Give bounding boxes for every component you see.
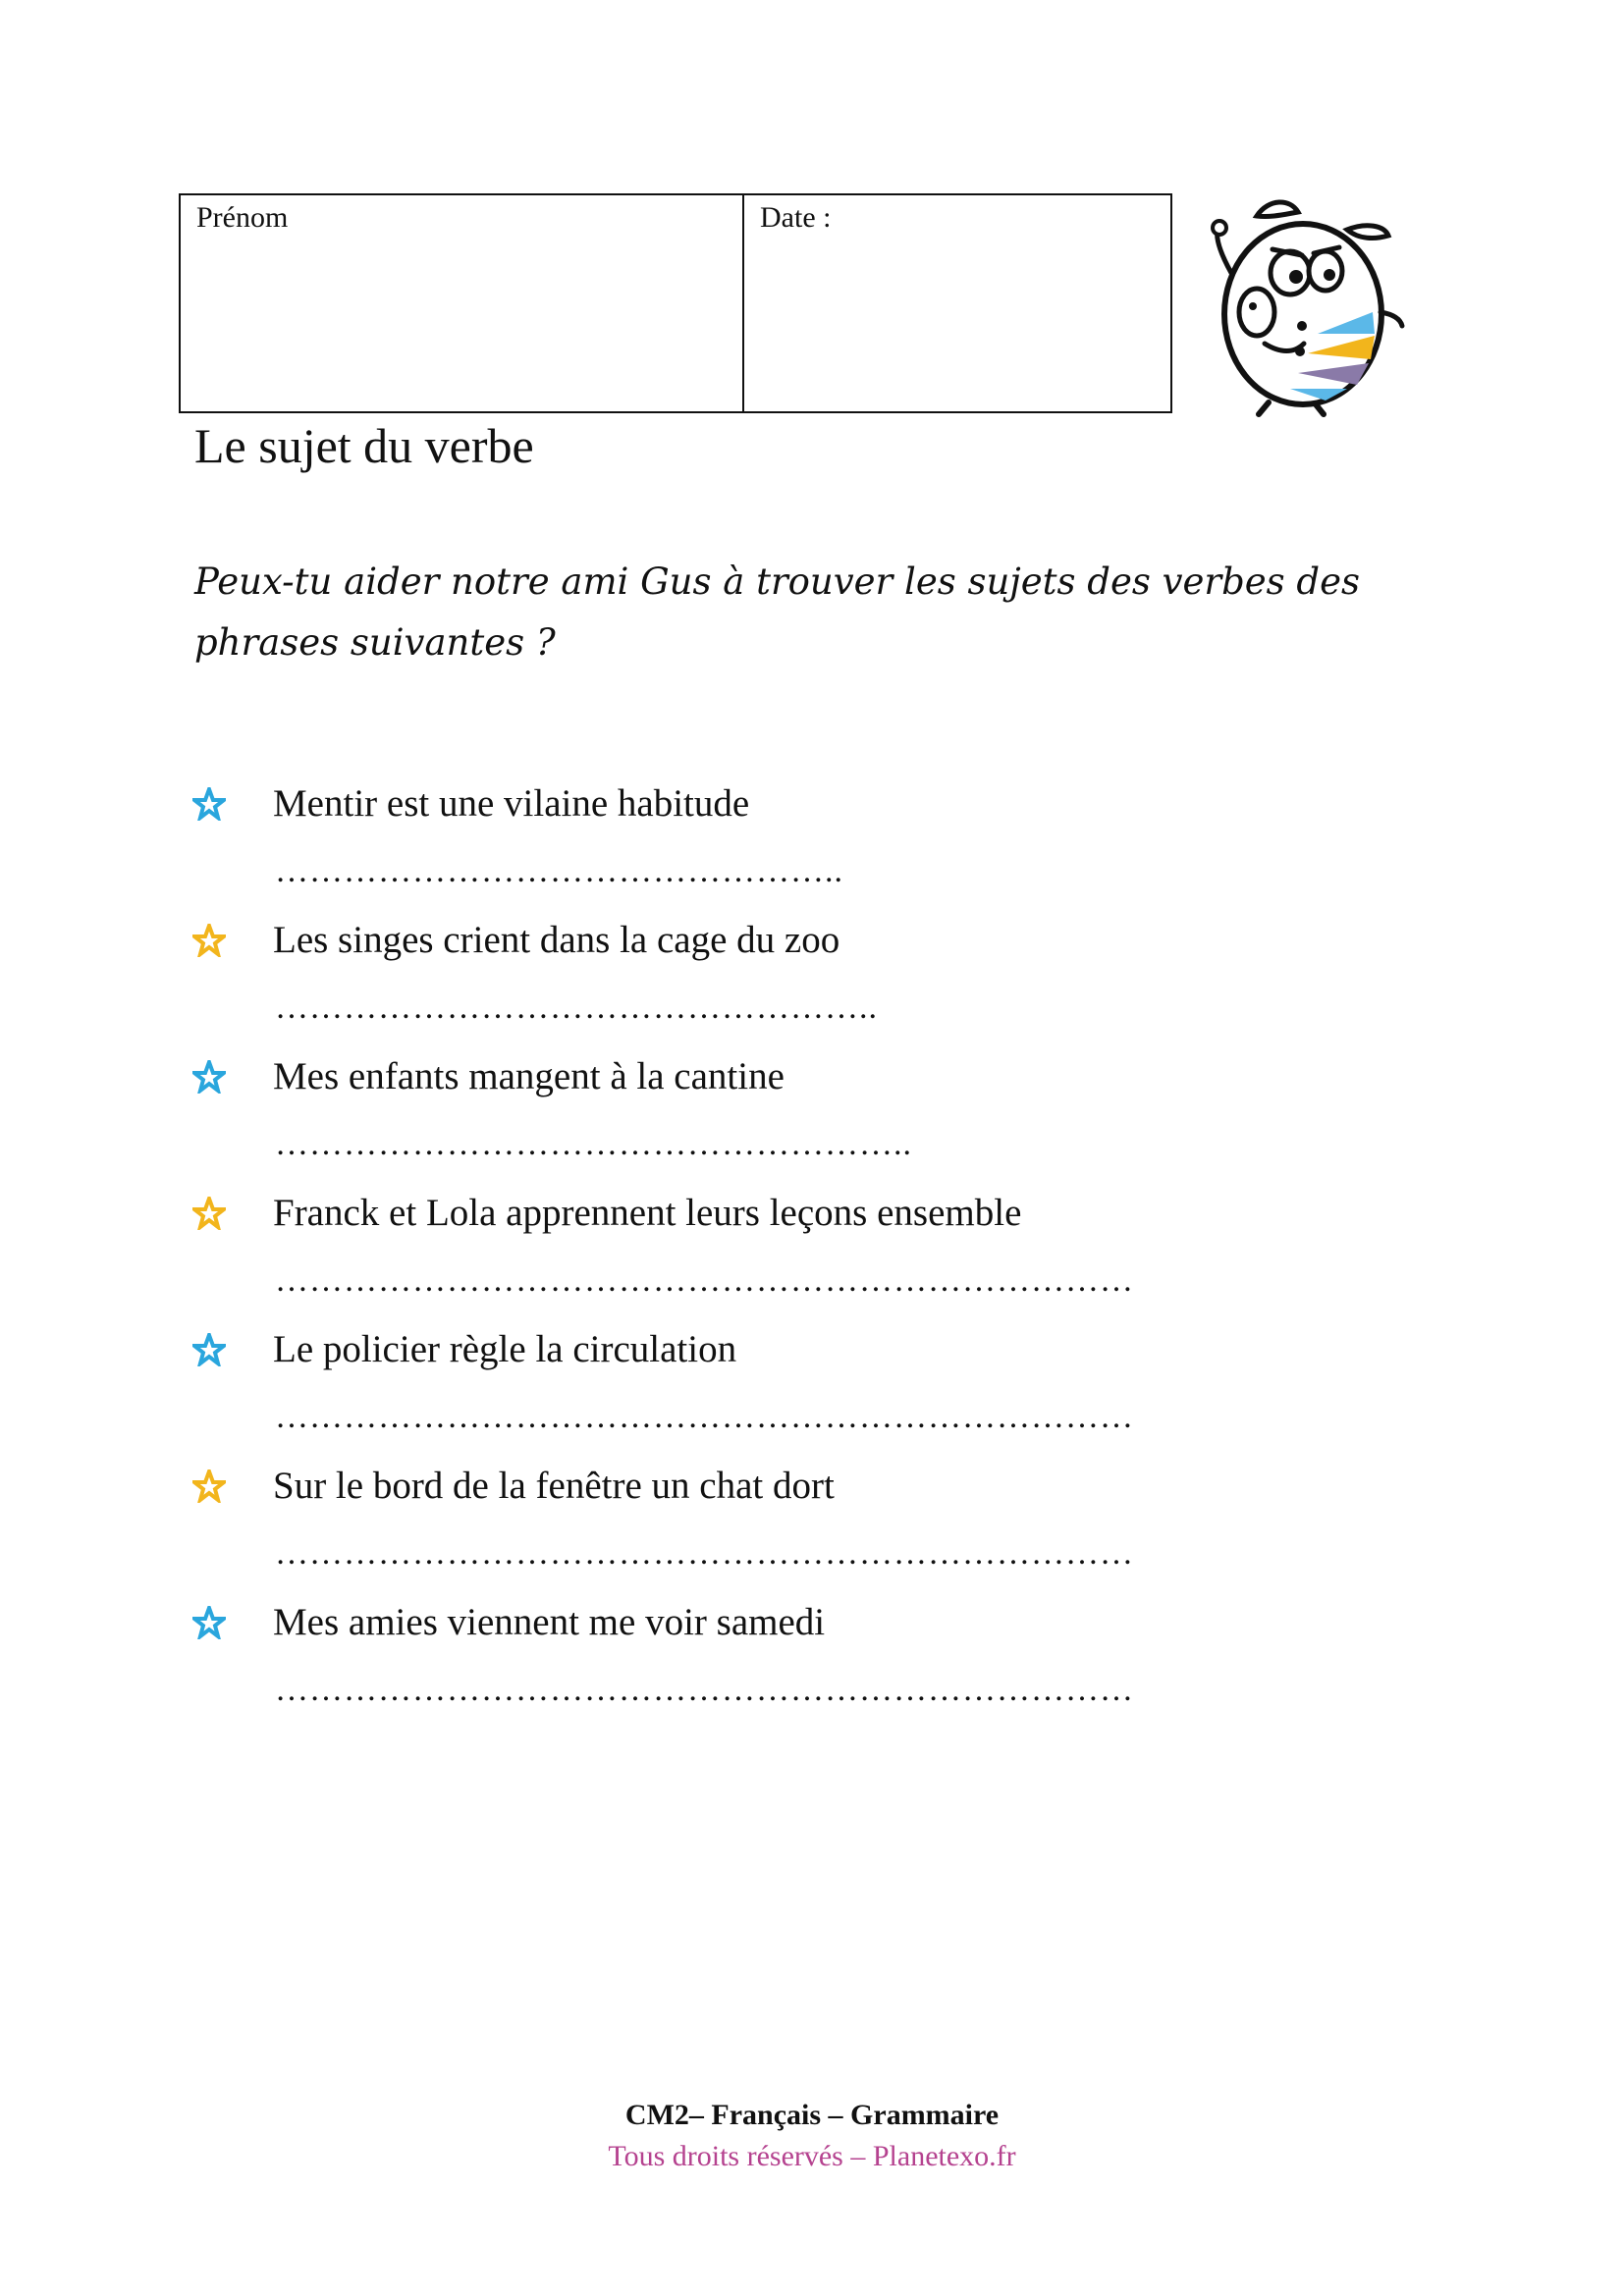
sentence-text: Mes amies viennent me voir samedi bbox=[273, 1601, 826, 1643]
date-field[interactable] bbox=[744, 195, 1170, 411]
sentence-text: Mes enfants mangent à la cantine bbox=[273, 1055, 785, 1097]
prenom-label: Prénom bbox=[196, 201, 289, 234]
list-item bbox=[192, 1464, 1469, 1600]
prenom-field[interactable] bbox=[181, 195, 744, 411]
answer-line[interactable]: ………………………………………………………………… bbox=[275, 1399, 1134, 1435]
date-label: Date : bbox=[760, 201, 832, 234]
sentence-text: Le policier règle la circulation bbox=[273, 1328, 737, 1370]
sentence-text: Sur le bord de la fenêtre un chat dort bbox=[273, 1465, 835, 1507]
page-title: Le sujet du verbe bbox=[194, 418, 534, 473]
answer-line[interactable]: ………………………………………………………………… bbox=[275, 1672, 1134, 1708]
sentence-text: Les singes crient dans la cage du zoo bbox=[273, 919, 840, 961]
star-icon bbox=[192, 1060, 226, 1094]
gus-mascot-icon bbox=[1200, 196, 1408, 417]
list-item bbox=[192, 918, 1469, 1054]
exercise-list bbox=[192, 781, 1469, 1736]
answer-line[interactable]: …………………………………………….. bbox=[275, 989, 878, 1026]
star-icon bbox=[192, 1469, 226, 1503]
footer-copyright: Tous droits réservés – Planetexo.fr bbox=[608, 2140, 1016, 2172]
star-icon bbox=[192, 1606, 226, 1639]
answer-line[interactable]: ………………………………………………………………… bbox=[275, 1535, 1134, 1572]
list-item bbox=[192, 1600, 1469, 1736]
star-icon bbox=[192, 1197, 226, 1230]
list-item bbox=[192, 1191, 1469, 1327]
star-icon bbox=[192, 787, 226, 821]
star-icon bbox=[192, 1333, 226, 1366]
sentence-text: Mentir est une vilaine habitude bbox=[273, 782, 750, 825]
list-item bbox=[192, 781, 1469, 918]
answer-line[interactable]: ………………………………………………………………… bbox=[275, 1262, 1134, 1299]
answer-line[interactable]: ………………………………………….. bbox=[275, 853, 843, 889]
answer-line[interactable]: ……………………………………………….. bbox=[275, 1126, 912, 1162]
sentence-text: Franck et Lola apprennent leurs leçons ensemble bbox=[273, 1192, 1022, 1234]
list-item bbox=[192, 1054, 1469, 1191]
star-icon bbox=[192, 924, 226, 957]
list-item bbox=[192, 1327, 1469, 1464]
instructions-text: Peux-tu aider notre ami Gus à trouver les sujets des verbes des phrases suivantes ? bbox=[194, 561, 1360, 664]
student-info-box bbox=[179, 193, 1172, 413]
footer-course: CM2– Français – Grammaire bbox=[624, 2099, 1000, 2131]
